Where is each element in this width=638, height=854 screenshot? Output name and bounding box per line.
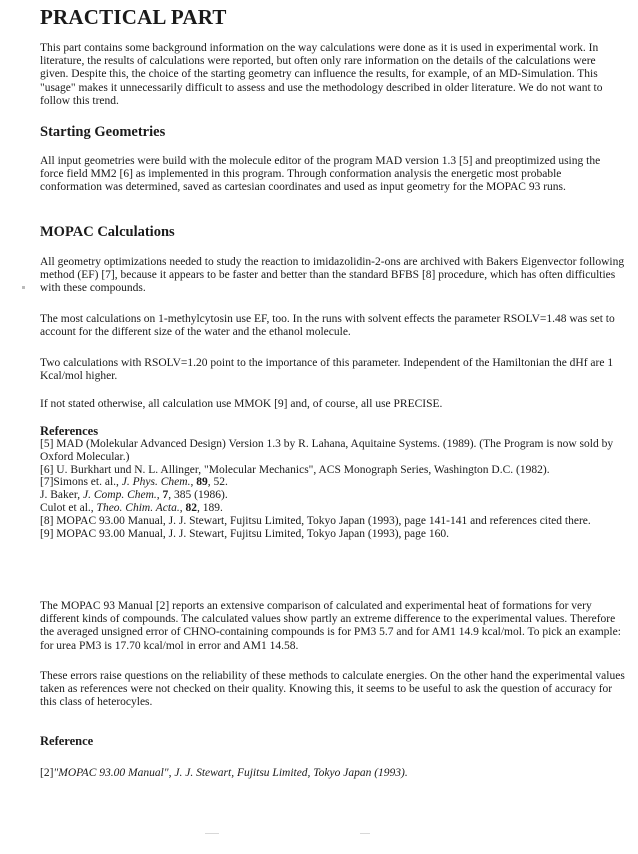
manual-paragraph-1: The MOPAC 93 Manual [2] reports an extensive comparison of calculated and experimental heat of formations for very different kinds of compounds. The calculated values show partly an extreme difference to the experimental values. Therefore the averaged unsigned error of CHNO-containing compounds is for PM3 5.7 and for AM1 14.9 kcal/mol. To pick an example: for urea PM3 is 17.70 kcal/mol in error and AM1 14.58. bbox=[40, 600, 621, 652]
reference-9: [9] MOPAC 93.00 Manual, J. J. Stewart, Fujitsu Limited, Tokyo Japan (1993), page 160. bbox=[40, 527, 450, 540]
mopac-calculations-heading: MOPAC Calculations bbox=[40, 224, 175, 240]
mopac-paragraph-2: The most calculations on 1-methylcytosin use EF, too. In the runs with solvent effects the parameter RSOLV=1.48 was set to account for the different size of the water and the ethanol molecule. bbox=[40, 313, 615, 339]
reference-7: [7]Simons et. al., J. Phys. Chem., 89, 52. bbox=[40, 476, 228, 489]
starting-geometries-heading: Starting Geometries bbox=[40, 124, 166, 140]
reference-baker: J. Baker, J. Comp. Chem., 7, 385 (1986). bbox=[40, 489, 228, 502]
manual-paragraph-2: These errors raise questions on the reliability of these methods to calculate energies. On the other hand the experimental values taken as references were not checked on their quality. Knowing this, it seems to be useful to ask the question of accuracy for this class of heterocyles. bbox=[40, 670, 625, 709]
reference-6: [6] U. Burkhart und N. L. Allinger, "Molecular Mechanics", ACS Monograph Series, Washington D.C. (1982). bbox=[40, 463, 550, 476]
reference-8: [8] MOPAC 93.00 Manual, J. J. Stewart, Fujitsu Limited, Tokyo Japan (1993), page 141-141 and references cited there. bbox=[40, 514, 591, 527]
reference-5: [5] MAD (Molekular Advanced Design) Version 1.3 by R. Lahana, Aquitaine Systems. (1989). (The Program is now sold by Oxford Molecular.) bbox=[40, 438, 614, 463]
reference-2: [2]"MOPAC 93.00 Manual", J. J. Stewart, Fujitsu Limited, Tokyo Japan (1993). bbox=[40, 767, 408, 779]
references-heading: References bbox=[40, 424, 99, 438]
mopac-paragraph-1: All geometry optimizations needed to study the reaction to imidazolidin-2-ons are archived with Bakers Eigenvector following method (EF) [7], because it appears to be faster and better than the standard BFBS [8] procedure, which has often difficulties with these compounds. bbox=[40, 256, 625, 295]
scan-artifact-line bbox=[360, 833, 370, 834]
reference-heading: Reference bbox=[40, 734, 94, 748]
scan-artifact-line bbox=[205, 833, 219, 834]
starting-geometries-paragraph: All input geometries were build with the molecule editor of the program MAD version 1.3 [5] and preoptimized using the force field MM2 [6] as implemented in this program. Through conformation analysis the energetic most probable conformation was determined, saved as cartesian coordinates and used as input geometry for the MOPAC 93 runs. bbox=[40, 155, 601, 194]
reference-culot: Culot et al., Theo. Chim. Acta., 82, 189. bbox=[40, 501, 223, 514]
scan-speck bbox=[22, 286, 25, 289]
mopac-paragraph-4: If not stated otherwise, all calculation use MMOK [9] and, of course, all use PRECISE. bbox=[40, 398, 443, 410]
page-title: PRACTICAL PART bbox=[40, 5, 227, 29]
references-list bbox=[40, 438, 625, 540]
intro-paragraph: This part contains some background information on the way calculations were done as it is used in experimental work. In literature, the results of calculations were reported, but often only rare information on the details of the calculations were given. Despite this, the choice of the starting geometry can influence the results, for example, of an MD-Simulation. This "usage" makes it unnecessarily difficult to assess and use the methodology described in older literature. We do not want to follow this trend. bbox=[40, 42, 603, 107]
mopac-paragraph-3: Two calculations with RSOLV=1.20 point to the importance of this parameter. Independent of the Hamiltonian the dHf are 1 Kcal/mol higher. bbox=[40, 357, 614, 383]
